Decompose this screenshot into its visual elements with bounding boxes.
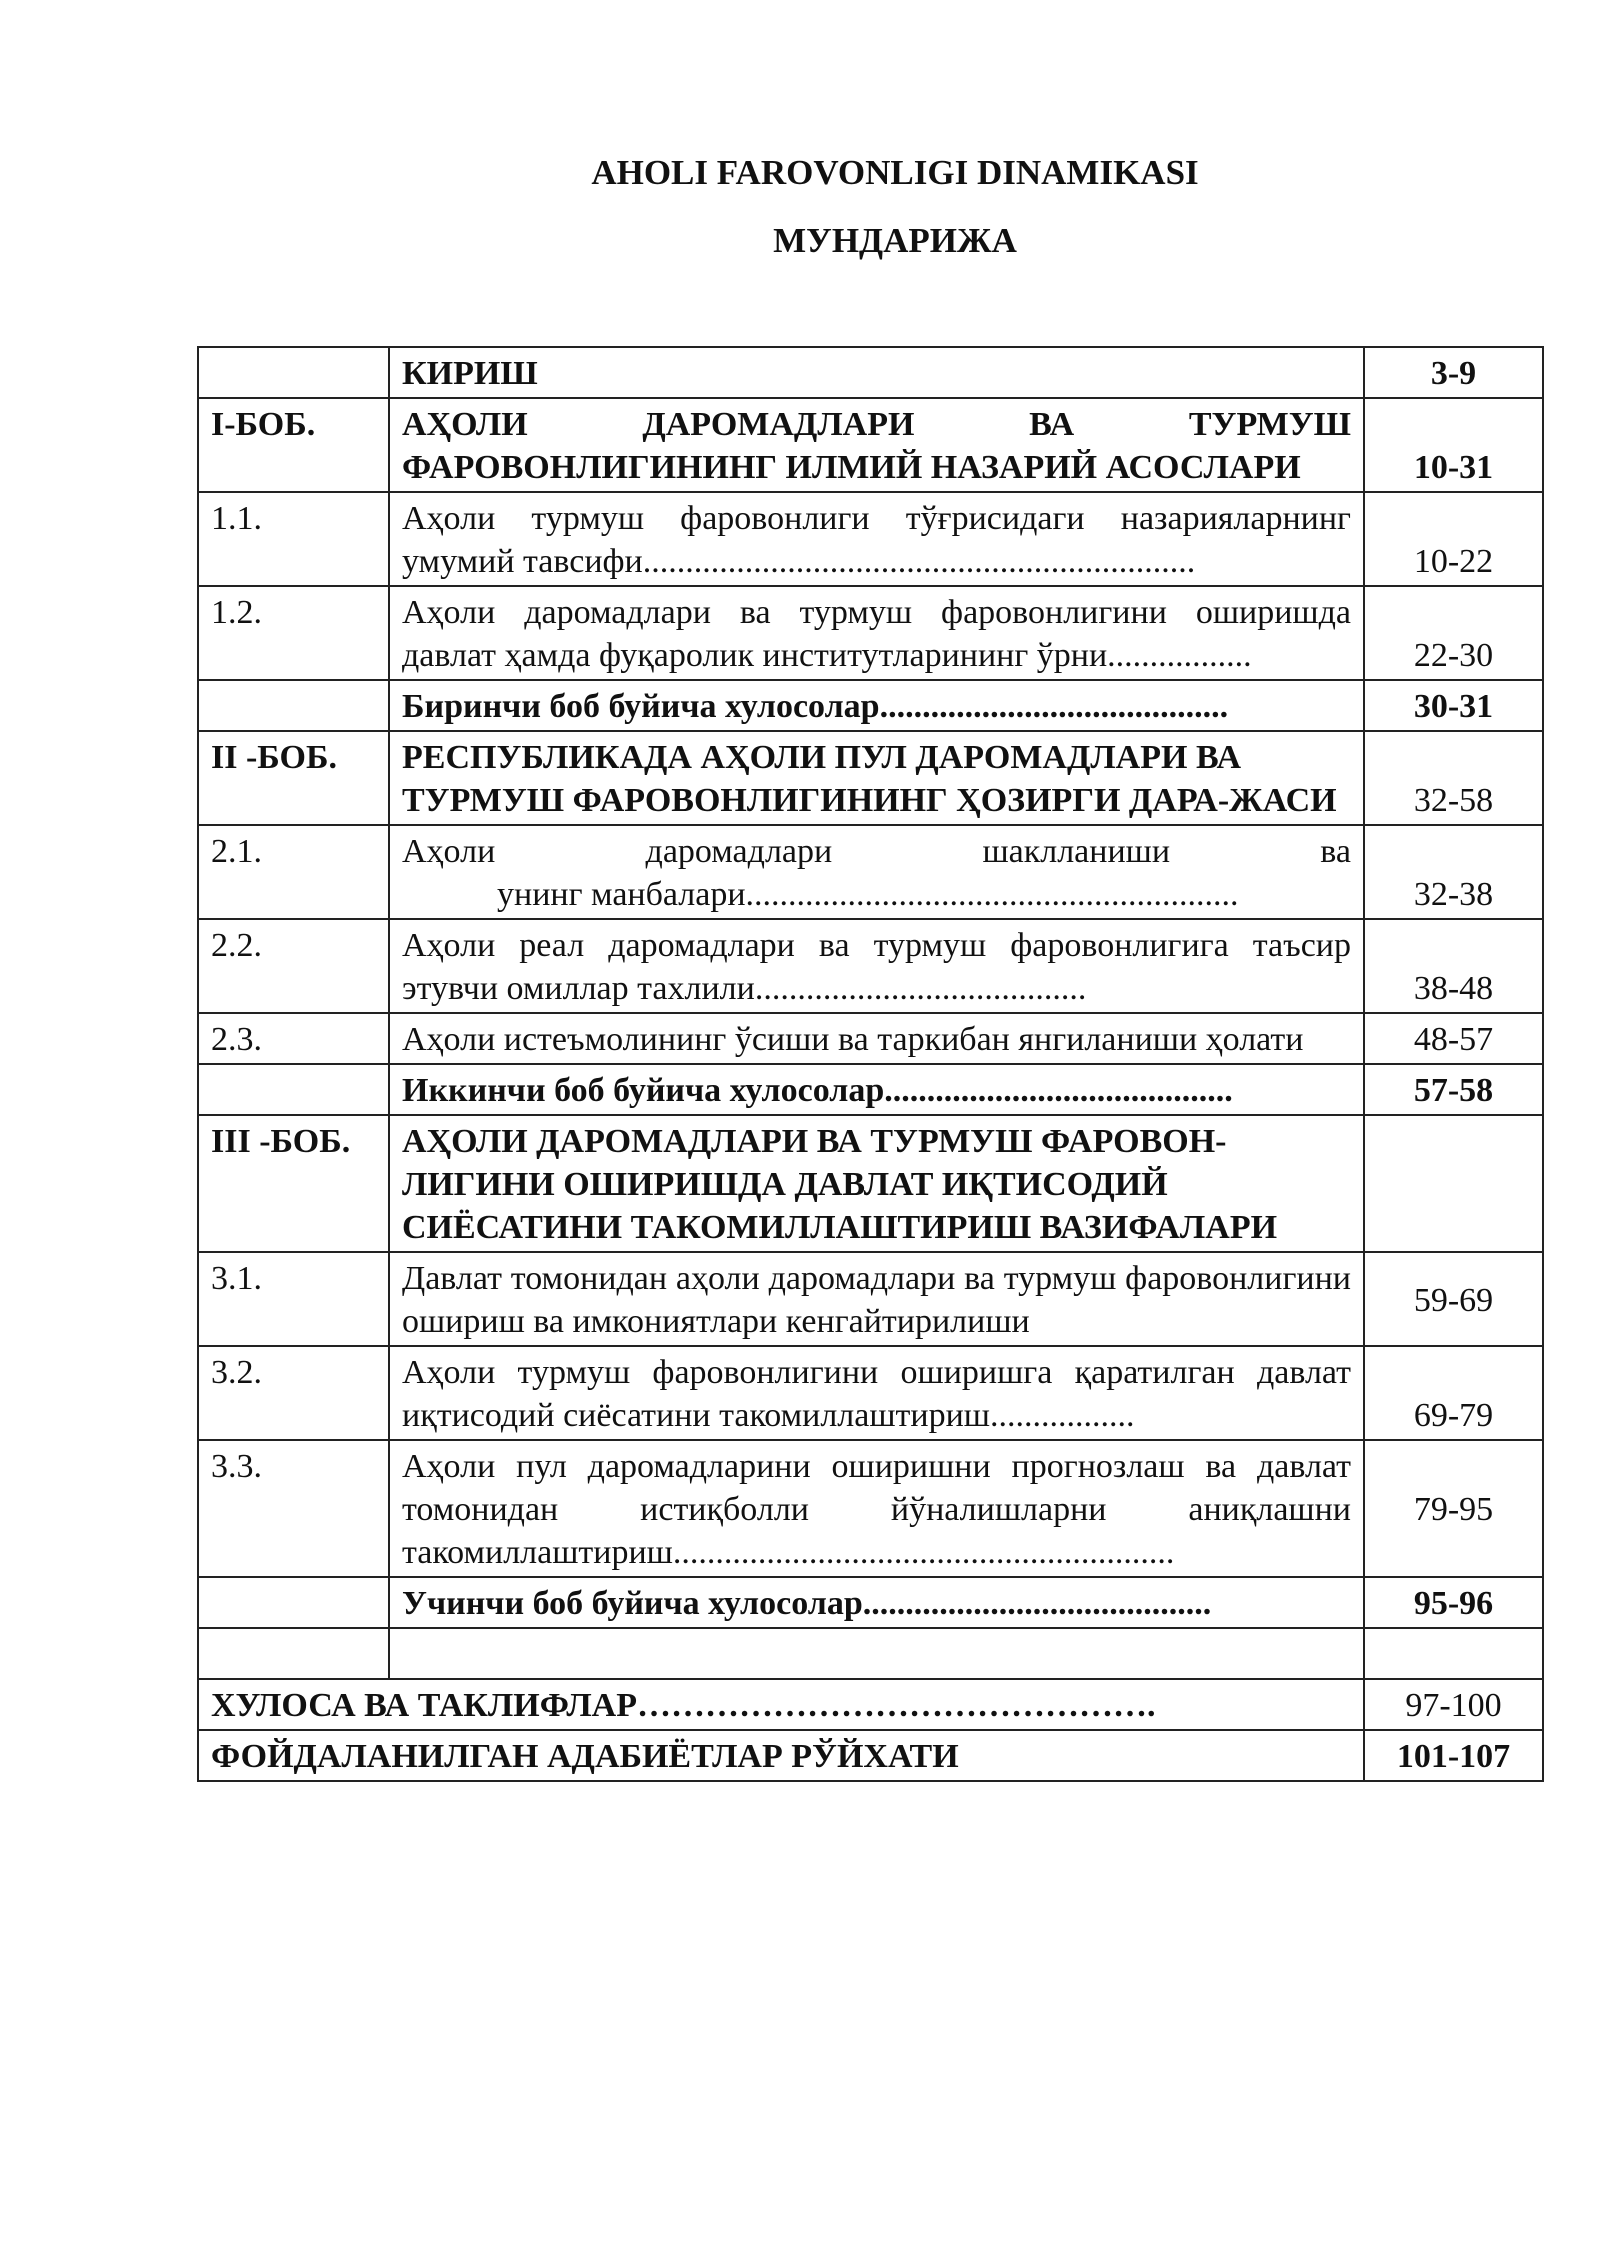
toc-row-chapter-1 [198,398,1543,492]
toc-row-chapter-2-conclusion [198,1064,1543,1115]
toc-num-cell [198,1577,389,1628]
toc-title-section-2-1-line2: унинг манбалари.......................................................... [497,876,1239,913]
toc-empty-cell [198,1628,389,1679]
toc-title-section-2-1-line1: Аҳоли даромадлари шаклланиши ва [402,833,1351,870]
toc-row-empty [198,1628,1543,1679]
toc-title-chapter-3: АҲОЛИ ДАРОМАДЛАРИ ВА ТУРМУШ ФАРОВОН-ЛИГИНИ ОШИРИШДА ДАВЛАТ ИҚТИСОДИЙ СИЁСАТИНИ ТАКОМИЛЛАШТИРИШ ВАЗИФАЛАРИ [389,1115,1364,1252]
toc-pages-intro: 3-9 [1364,347,1543,398]
toc-title-chapter-2-conclusion: Иккинчи боб буйича хулосолар......................................... [389,1064,1364,1115]
toc-num-cell [198,680,389,731]
toc-row-intro [198,347,1543,398]
toc-row-section-1-1 [198,492,1543,586]
toc-title-section-3-1: Давлат томонидан аҳоли даромадлари ва турмуш фаровонлигини ошириш ва имкониятлари кенгайтирилиши [389,1252,1364,1346]
toc-pages-chapter-3 [1364,1115,1543,1252]
toc-pages-chapter-3-conclusion: 95-96 [1364,1577,1543,1628]
toc-title-section-1-1: Аҳоли турмуш фаровонлиги тўғрисидаги назарияларнинг умумий тавсифи................................................................. [389,492,1364,586]
toc-pages-section-2-3: 48-57 [1364,1013,1543,1064]
table-of-contents [197,346,1544,1782]
toc-title-section-3-3: Аҳоли пул даромадларини оширишни прогнозлаш ва давлат томонидан истиқболли йўналишларни аниқлашни такомиллаштириш........................................................... [389,1440,1364,1577]
toc-row-section-3-3 [198,1440,1543,1577]
toc-row-chapter-1-conclusion [198,680,1543,731]
toc-pages-references: 101-107 [1364,1730,1543,1781]
toc-num-chapter-3: III -БОБ. [198,1115,389,1252]
toc-row-chapter-3 [198,1115,1543,1252]
toc-pages-section-2-1: 32-38 [1364,825,1543,919]
toc-row-section-1-2 [198,586,1543,680]
toc-row-section-2-1 [198,825,1543,919]
toc-pages-chapter-1: 10-31 [1364,398,1543,492]
toc-title-section-1-2: Аҳоли даромадлари ва турмуш фаровонлигини оширишда давлат ҳамда фуқаролик институтларининг ўрни................. [389,586,1364,680]
toc-title-references: ФОЙДАЛАНИЛГАН АДАБИЁТЛАР РЎЙХАТИ [198,1730,1364,1781]
toc-row-chapter-3-conclusion [198,1577,1543,1628]
toc-num-section-3-1: 3.1. [198,1252,389,1346]
toc-num-cell [198,1064,389,1115]
toc-pages-section-3-3: 79-95 [1364,1440,1543,1577]
toc-title-section-2-3: Аҳоли истеъмолининг ўсиши ва таркибан янгиланиши ҳолати [389,1013,1364,1064]
toc-title-chapter-1: АҲОЛИ ДАРОМАДЛАРИ ВА ТУРМУШ ФАРОВОНЛИГИНИНГ ИЛМИЙ НАЗАРИЙ АСОСЛАРИ [389,398,1364,492]
toc-num-section-1-1: 1.1. [198,492,389,586]
toc-title-section-2-2: Аҳоли реал даромадлари ва турмуш фаровонлигига таъсир этувчи омиллар тахлили....................................... [389,919,1364,1013]
toc-heading: МУНДАРИЖА [773,221,1017,260]
toc-row-chapter-2 [198,731,1543,825]
toc-pages-chapter-2: 32-58 [1364,731,1543,825]
toc-row-section-2-2 [198,919,1543,1013]
toc-pages-section-1-1: 10-22 [1364,492,1543,586]
toc-pages-section-3-2: 69-79 [1364,1346,1543,1440]
toc-row-section-3-1 [198,1252,1543,1346]
toc-empty-cell [1364,1628,1543,1679]
toc-title-chapter-3-conclusion: Учинчи боб буйича хулосолар......................................... [389,1577,1364,1628]
toc-num-section-2-3: 2.3. [198,1013,389,1064]
toc-title-section-3-2: Аҳоли турмуш фаровонлигини оширишга қаратилган давлат иқтисодий сиёсатини такомиллаштириш................. [389,1346,1364,1440]
toc-num-chapter-1: I-БОБ. [198,398,389,492]
toc-row-references [198,1730,1543,1781]
toc-num-section-2-1: 2.1. [198,825,389,919]
toc-num-cell [198,347,389,398]
toc-pages-chapter-2-conclusion: 57-58 [1364,1064,1543,1115]
toc-title-conclusions: ХУЛОСА ВА ТАКЛИФЛАР………………………………………. [198,1679,1364,1730]
toc-num-section-2-2: 2.2. [198,919,389,1013]
toc-title-intro: КИРИШ [389,347,1364,398]
toc-row-conclusions [198,1679,1543,1730]
toc-title-section-2-1 [389,825,1364,919]
toc-num-section-3-2: 3.2. [198,1346,389,1440]
toc-pages-chapter-1-conclusion: 30-31 [1364,680,1543,731]
toc-title-chapter-1-conclusion: Биринчи боб буйича хулосолар......................................... [389,680,1364,731]
document-title: AHOLI FAROVONLIGI DINAMIKASI [591,153,1199,192]
toc-pages-section-1-2: 22-30 [1364,586,1543,680]
toc-num-section-1-2: 1.2. [198,586,389,680]
toc-pages-section-3-1: 59-69 [1364,1252,1543,1346]
toc-pages-conclusions: 97-100 [1364,1679,1543,1730]
toc-row-section-3-2 [198,1346,1543,1440]
toc-pages-section-2-2: 38-48 [1364,919,1543,1013]
toc-num-section-3-3: 3.3. [198,1440,389,1577]
toc-empty-cell [389,1628,1364,1679]
toc-row-section-2-3 [198,1013,1543,1064]
toc-title-chapter-2: РЕСПУБЛИКАДА АҲОЛИ ПУЛ ДАРОМАДЛАРИ ВА ТУРМУШ ФАРОВОНЛИГИНИНГ ҲОЗИРГИ ДАРА-ЖАСИ [389,731,1364,825]
toc-num-chapter-2: II -БОБ. [198,731,389,825]
